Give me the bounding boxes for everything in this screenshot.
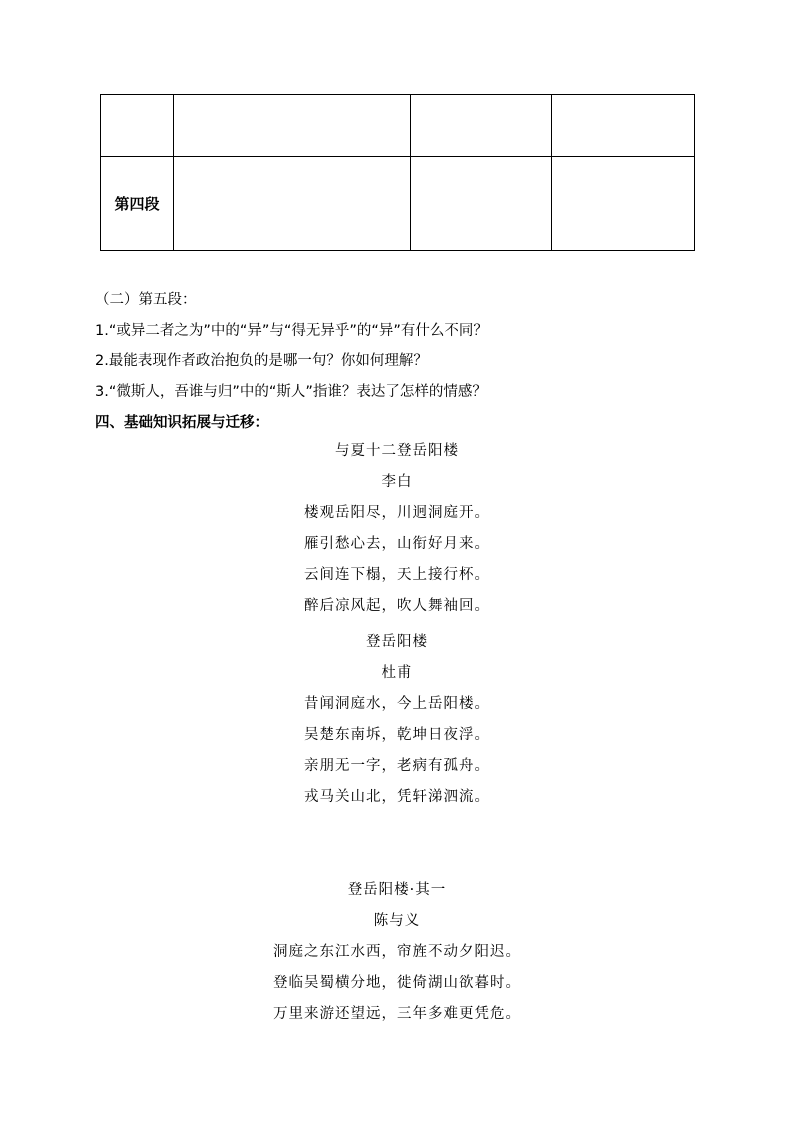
table-cell (552, 95, 695, 157)
poem-title: 登岳阳楼·其一 (347, 882, 447, 898)
poem-author: 李白 (381, 474, 413, 490)
table-cell (174, 157, 411, 251)
poem-line: 登临吴蜀横分地，徙倚湖山欲暮时。 (273, 975, 521, 991)
poem-line: 昔闻洞庭水，今上岳阳楼。 (304, 696, 490, 712)
table-cell (552, 157, 695, 251)
row-label: 第四段 (101, 157, 174, 251)
row-label (101, 95, 174, 157)
poem-line: 洞庭之东江水西，帘旌不动夕阳迟。 (273, 944, 521, 960)
poem-line: 吴楚东南坼，乾坤日夜浮。 (304, 727, 490, 743)
table-cell (411, 95, 552, 157)
poem-title: 与夏十二登岳阳楼 (335, 443, 459, 459)
table-cell (411, 157, 552, 251)
poem-line: 亲朋无一字，老病有孤舟。 (304, 758, 490, 774)
poem-line: 戎马关山北，凭轩涕泗流。 (304, 789, 490, 805)
answer-table (100, 94, 695, 251)
poem-line: 醉后凉风起，吹人舞袖回。 (304, 598, 490, 614)
part-heading: 四、基础知识拓展与迁移： (95, 415, 269, 431)
table-cell (174, 95, 411, 157)
question-item: 3.“微斯人，吾谁与归”中的“斯人”指谁？表达了怎样的情感？ (95, 384, 487, 400)
section-heading: （二）第五段： (95, 292, 197, 308)
poem-author: 陈与义 (373, 913, 421, 929)
table-row (101, 95, 695, 157)
question-item: 2.最能表现作者政治抱负的是哪一句？你如何理解？ (95, 353, 428, 369)
table-row (101, 157, 695, 251)
question-item: 1.“或异二者之为”中的“异”与“得无异乎”的“异”有什么不同？ (95, 323, 488, 339)
poem-title: 登岳阳楼 (366, 634, 428, 650)
poem-line: 雁引愁心去，山衔好月来。 (304, 536, 490, 552)
poem-author: 杜甫 (381, 665, 413, 681)
poem-line: 万里来游还望远，三年多难更凭危。 (273, 1006, 521, 1022)
poem-line: 云间连下榻，天上接行杯。 (304, 567, 490, 583)
poem-line: 楼观岳阳尽，川迥洞庭开。 (304, 505, 490, 521)
